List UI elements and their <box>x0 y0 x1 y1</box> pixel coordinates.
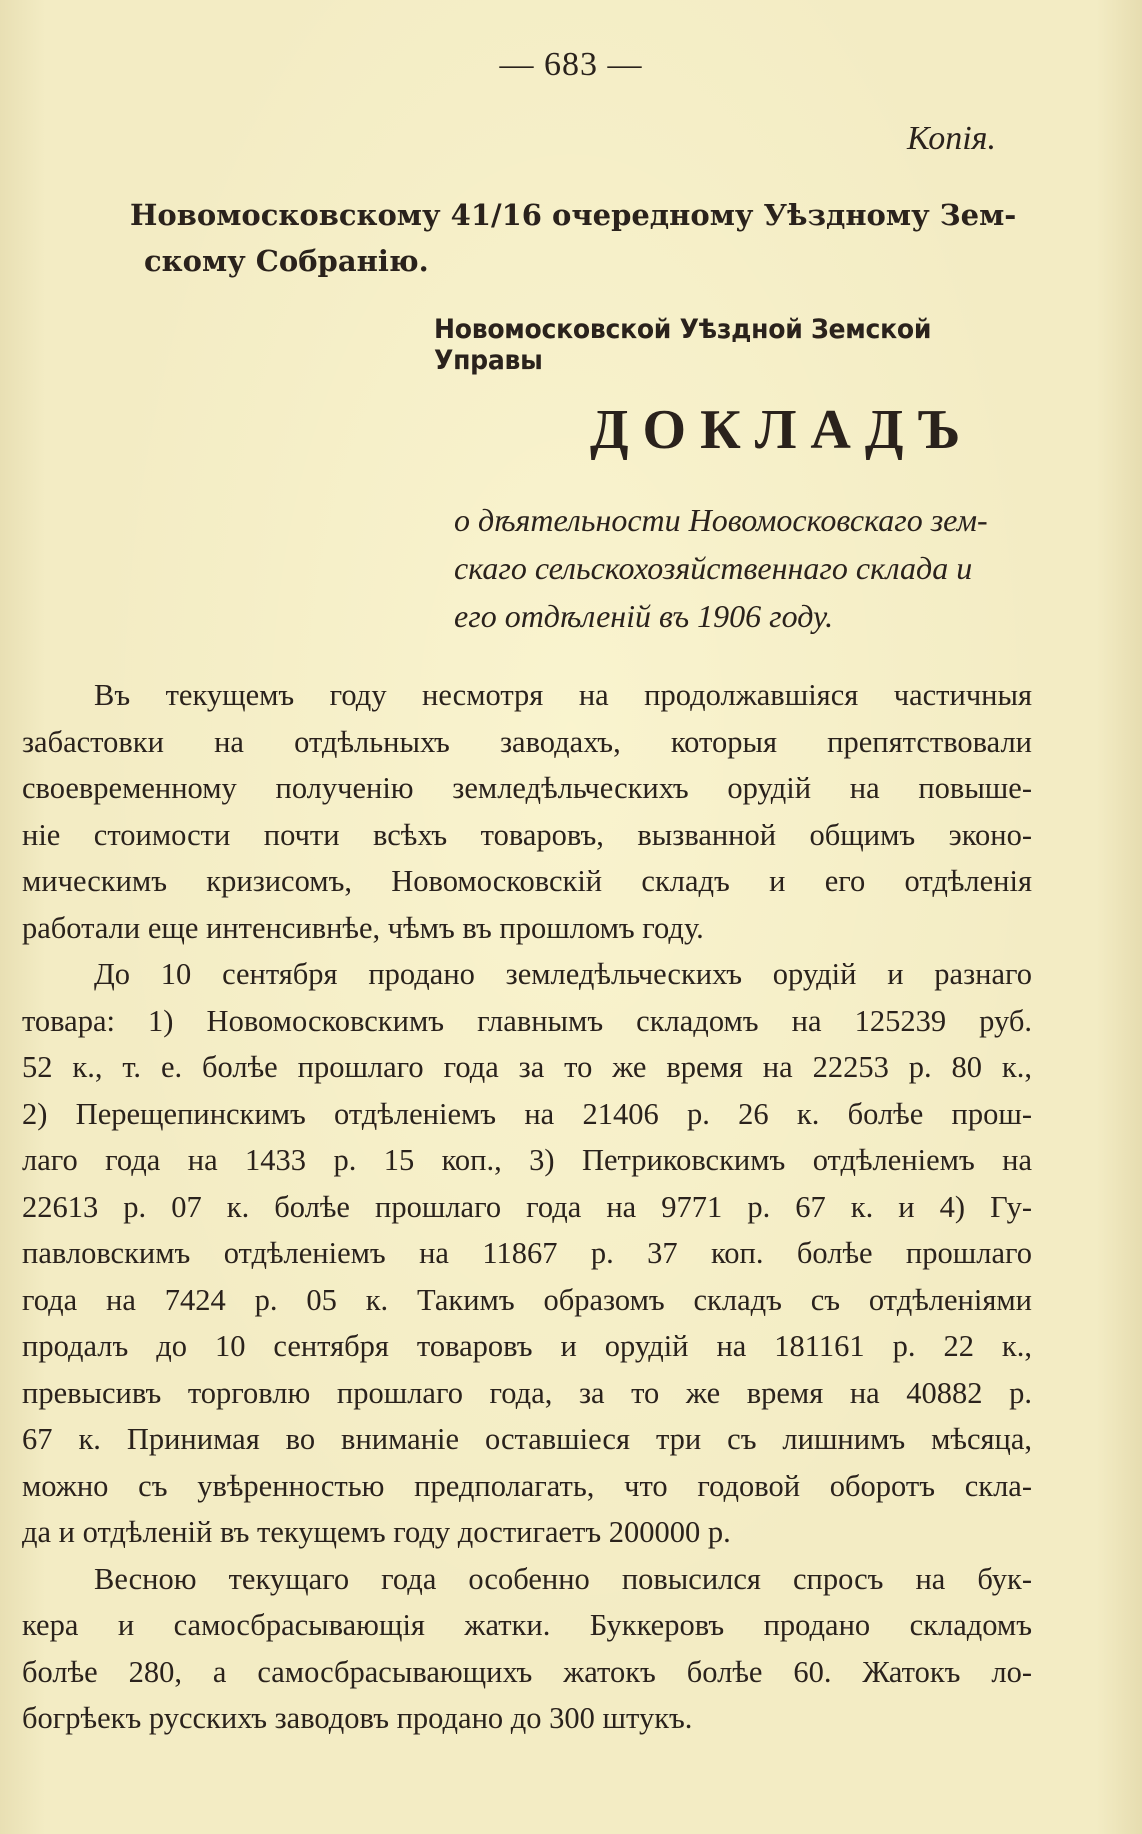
subtitle-line-3: его отдѣленій въ 1906 году. <box>454 598 834 634</box>
text-line: товара: 1) Новомосковскимъ главнымъ складомъ на 125239 руб. <box>22 1003 1032 1038</box>
text-line: До 10 сентября продано земледѣльческихъ орудій и разнаго <box>94 957 1032 991</box>
addressee-line-1: Новомосковскому 41/16 очередному Уѣздному Зем- <box>130 198 1017 232</box>
text-line: лаго года на 1433 р. 15 коп., 3) Петриковскимъ отдѣленіемъ на <box>22 1143 1032 1177</box>
text-line: можно съ увѣренностью предполагать, что годовой оборотъ скла- <box>22 1468 1032 1503</box>
addressee <box>130 192 1030 284</box>
text-line: работали еще интенсивнѣе, чѣмъ въ прошломъ году. <box>22 910 704 945</box>
text-line: да и отдѣленій въ текущемъ году достигаетъ 200000 р. <box>22 1515 731 1549</box>
text-line: продалъ до 10 сентября товаровъ и орудій на 181161 р. 22 к., <box>22 1329 1032 1363</box>
text-line: года на 7424 р. 05 к. Такимъ образомъ складъ съ отдѣленіями <box>22 1282 1032 1317</box>
text-line: 52 к., т. е. болѣе прошлаго года за то же время на 22253 р. 80 к., <box>22 1050 1032 1084</box>
paragraph-3 <box>22 1556 1032 1742</box>
body-text <box>22 672 1032 1742</box>
text-line: ніе стоимости почти всѣхъ товаровъ, вызванной общимъ эконо- <box>22 817 1032 852</box>
document-title: ДОКЛАДЪ <box>590 399 975 461</box>
copy-mark: Копія. <box>906 120 996 157</box>
page-number: — 683 — <box>499 46 643 83</box>
text-line: кера и самосбрасывающія жатки. Буккеровъ продано складомъ <box>22 1608 1032 1642</box>
text-line: павловскимъ отдѣленіемъ на 11867 р. 37 коп. болѣе прошлаго <box>22 1236 1032 1270</box>
text-line: Весною текущаго года особенно повысился спросъ на бук- <box>94 1561 1032 1596</box>
text-line: 22613 р. 07 к. болѣе прошлаго года на 9771 р. 67 к. и 4) Гу- <box>22 1189 1032 1224</box>
issuer-heading: Новомосковской Уѣздной Земской Управы <box>434 314 932 376</box>
text-line: 2) Перещепинскимъ отдѣленіемъ на 21406 р. 26 к. болѣе прош- <box>22 1096 1032 1131</box>
text-line: мическимъ кризисомъ, Новомосковскій складъ и его отдѣленія <box>22 864 1032 898</box>
addressee-line-2: скому Собранію. <box>144 244 429 278</box>
text-line: Въ текущемъ году несмотря на продолжавшіяся частичныя <box>94 678 1032 712</box>
text-line: превысивъ торговлю прошлаго года, за то же время на 40882 р. <box>22 1375 1032 1410</box>
text-line: богрѣекъ русскихъ заводовъ продано до 300 штукъ. <box>22 1701 693 1735</box>
subtitle-line-1: о дѣятельности Новомосковскаго зем- <box>454 502 988 538</box>
subtitle-line-2: скаго сельскохозяйственнаго склада и <box>454 550 973 586</box>
text-line: болѣе 280, а самосбрасывающихъ жатокъ болѣе 60. Жатокъ ло- <box>22 1654 1032 1689</box>
text-line: 67 к. Принимая во вниманіе оставшіеся три съ лишнимъ мѣсяца, <box>22 1422 1032 1456</box>
paragraph-1 <box>22 672 1032 951</box>
text-line: забастовки на отдѣльныхъ заводахъ, которыя препятствовали <box>22 724 1032 759</box>
paragraph-2 <box>22 951 1032 1556</box>
document-subtitle <box>454 496 1054 640</box>
text-line: своевременному полученію земледѣльческихъ орудій на повыше- <box>22 771 1032 805</box>
